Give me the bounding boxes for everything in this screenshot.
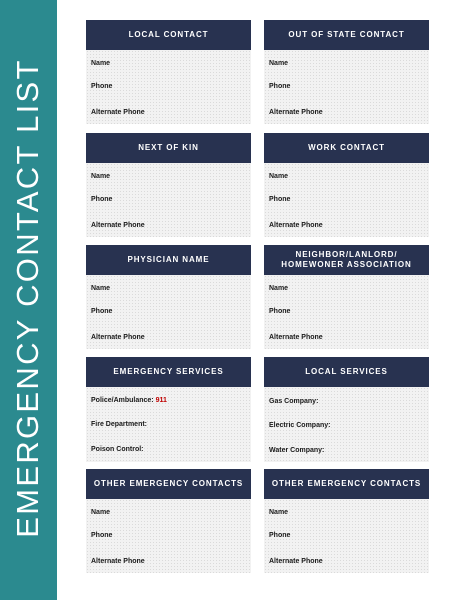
police-ambulance-field xyxy=(91,397,167,404)
name-label: Name xyxy=(269,173,289,180)
other-emergency-contacts-card-1 xyxy=(86,469,251,573)
phone-label: Phone xyxy=(91,83,113,90)
neighbor-card xyxy=(264,245,429,349)
phone-label: Phone xyxy=(269,308,291,315)
alternate-phone-label: Alternate Phone xyxy=(269,222,323,229)
alternate-phone-label: Alternate Phone xyxy=(269,334,323,341)
other-emergency-contacts-card-2 xyxy=(264,469,429,573)
phone-label: Phone xyxy=(91,308,113,315)
card-title: NEXT OF KIN xyxy=(86,133,251,163)
card-title: PHYSICIAN NAME xyxy=(86,245,251,275)
poison-control-label: Poison Control: xyxy=(91,446,144,453)
card-title-line2: HOMEWONER ASSOCIATION xyxy=(281,260,412,269)
sidebar xyxy=(0,0,57,600)
physician-card xyxy=(86,245,251,349)
local-services-card xyxy=(264,357,429,462)
name-label: Name xyxy=(91,285,111,292)
card-title: EMERGENCY SERVICES xyxy=(86,357,251,387)
out-of-state-contact-card xyxy=(264,20,429,124)
alternate-phone-label: Alternate Phone xyxy=(91,334,145,341)
phone-label: Phone xyxy=(269,532,291,539)
next-of-kin-card xyxy=(86,133,251,237)
card-title: WORK CONTACT xyxy=(264,133,429,163)
card-title: LOCAL SERVICES xyxy=(264,357,429,387)
name-label: Name xyxy=(269,60,289,67)
name-label: Name xyxy=(91,509,111,516)
fire-department-label: Fire Department: xyxy=(91,421,148,428)
police-ambulance-label: Police/Ambulance: xyxy=(91,397,154,404)
gas-company-label: Gas Company: xyxy=(269,398,319,405)
phone-label: Phone xyxy=(91,532,113,539)
name-label: Name xyxy=(91,173,111,180)
alternate-phone-label: Alternate Phone xyxy=(91,558,145,565)
name-label: Name xyxy=(269,285,289,292)
phone-label: Phone xyxy=(91,196,113,203)
phone-label: Phone xyxy=(269,83,291,90)
name-label: Name xyxy=(269,509,289,516)
electric-company-label: Electric Company: xyxy=(269,422,331,429)
emergency-number: 911 xyxy=(155,397,167,404)
phone-label: Phone xyxy=(269,196,291,203)
emergency-services-card xyxy=(86,357,251,462)
alternate-phone-label: Alternate Phone xyxy=(269,558,323,565)
card-title: LOCAL CONTACT xyxy=(86,20,251,50)
work-contact-card xyxy=(264,133,429,237)
alternate-phone-label: Alternate Phone xyxy=(91,109,145,116)
name-label: Name xyxy=(91,60,111,67)
card-title-line1: NEIGHBOR/LANLORD/ xyxy=(295,250,398,259)
card-title: OTHER EMERGENCY CONTACTS xyxy=(264,469,429,499)
page-title: EMERGENCY CONTACT LIST xyxy=(10,58,45,538)
card-title xyxy=(264,245,429,275)
card-title: OUT OF STATE CONTACT xyxy=(264,20,429,50)
local-contact-card xyxy=(86,20,251,124)
card-title: OTHER EMERGENCY CONTACTS xyxy=(86,469,251,499)
alternate-phone-label: Alternate Phone xyxy=(269,109,323,116)
alternate-phone-label: Alternate Phone xyxy=(91,222,145,229)
water-company-label: Water Company: xyxy=(269,447,325,454)
